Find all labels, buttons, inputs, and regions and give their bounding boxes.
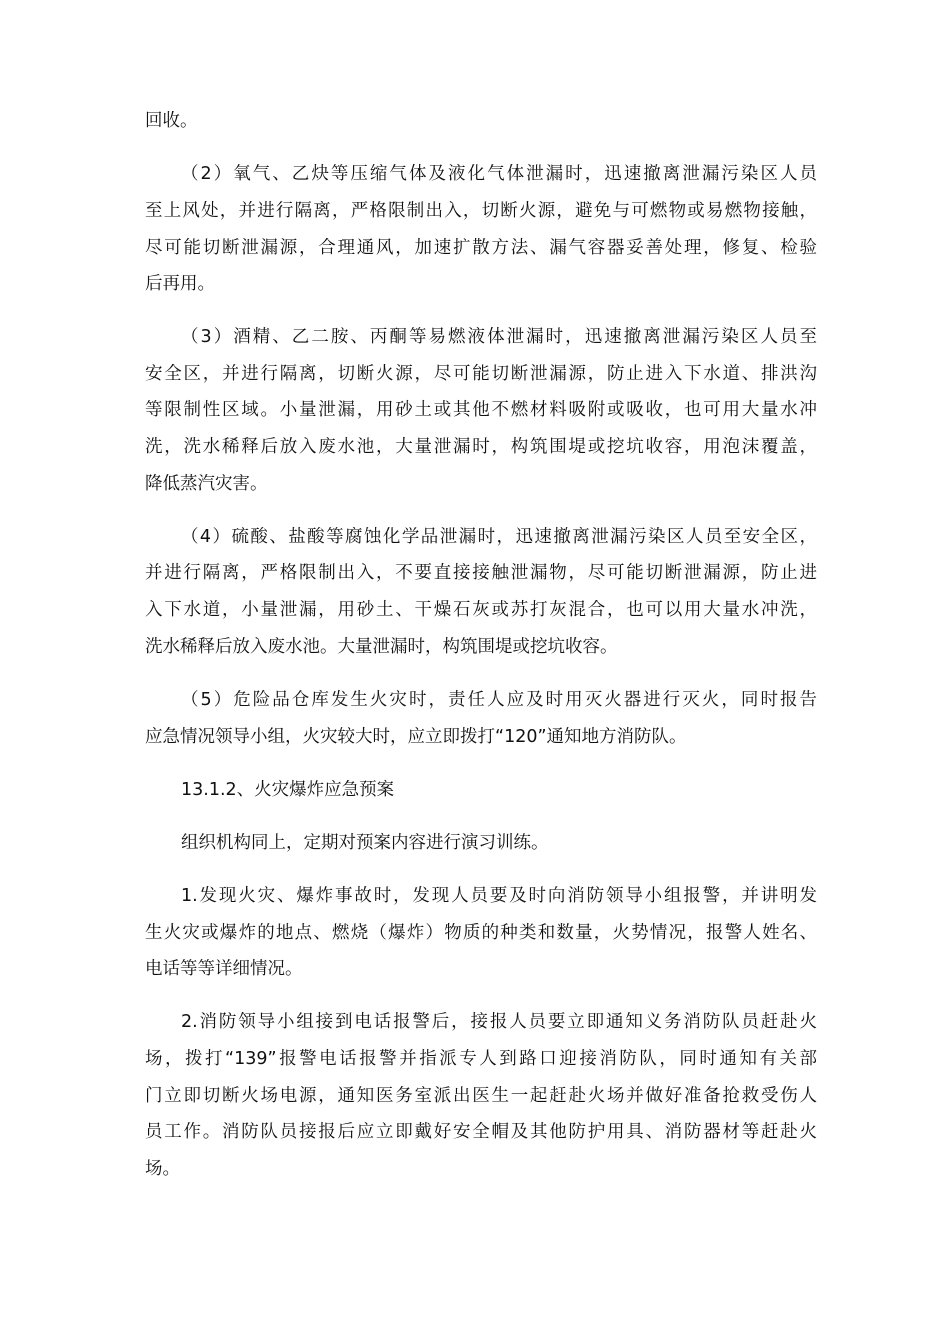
text-line: 应急情况领导小组，火灾较大时，应立即拨打“120”通知地方消防队。 (145, 727, 687, 747)
text-line: 安全区，并进行隔离，切断火源，尽可能切断泄漏源，防止进入下水道、排洪沟 (145, 364, 817, 384)
text-line: 洗，洗水稀释后放入废水池，大量泄漏时，构筑围堤或挖坑收容，用泡沫覆盖， (145, 437, 817, 457)
text-line: 1.发现火灾、爆炸事故时，发现人员要及时向消防领导小组报警，并讲明发 (181, 886, 817, 906)
text-line: 电话等等详细情况。 (145, 959, 303, 979)
text-line: 组织机构同上，定期对预案内容进行演习训练。 (181, 833, 549, 853)
text-line: （3）酒精、乙二胺、丙酮等易燃液体泄漏时，迅速撤离泄漏污染区人员至 (181, 327, 817, 347)
text-line: 并进行隔离，严格限制出入，不要直接接触泄漏物，尽可能切断泄漏源，防止进 (145, 563, 817, 583)
text-line: （5）危险品仓库发生火灾时，责任人应及时用灭火器进行灭火，同时报告 (181, 690, 817, 710)
text-line: 回收。 (145, 111, 198, 131)
text-line: 降低蒸汽灾害。 (145, 474, 268, 494)
text-line: 尽可能切断泄漏源，合理通风，加速扩散方法、漏气容器妥善处理，修复、检验 (145, 238, 817, 258)
text-line: 等限制性区域。小量泄漏，用砂土或其他不燃材料吸附或吸收，也可用大量水冲 (145, 400, 817, 420)
text-line: 入下水道，小量泄漏，用砂土、干燥石灰或苏打灰混合，也可以用大量水冲洗， (145, 600, 817, 620)
text-line: 门立即切断火场电源，通知医务室派出医生一起赶赴火场并做好准备抢救受伤人 (145, 1086, 817, 1106)
text-line: 场，拨打“139”报警电话报警并指派专人到路口迎接消防队，同时通知有关部 (145, 1049, 817, 1069)
text-line: （4）硫酸、盐酸等腐蚀化学品泄漏时，迅速撤离泄漏污染区人员至安全区， (181, 527, 817, 547)
text-line: 洗水稀释后放入废水池。大量泄漏时，构筑围堤或挖坑收容。 (145, 637, 618, 657)
section-heading: 13.1.2、火灾爆炸应急预案 (181, 780, 395, 800)
text-line: 至上风处，并进行隔离，严格限制出入，切断火源，避免与可燃物或易燃物接触， (145, 201, 817, 221)
text-line: 后再用。 (145, 274, 215, 294)
text-line: 场。 (145, 1159, 180, 1179)
text-line: （2）氧气、乙炔等压缩气体及液化气体泄漏时，迅速撤离泄漏污染区人员 (181, 164, 817, 184)
text-line: 2.消防领导小组接到电话报警后，接报人员要立即通知义务消防队员赶赴火 (181, 1012, 817, 1032)
text-line: 生火灾或爆炸的地点、燃烧（爆炸）物质的种类和数量，火势情况，报警人姓名、 (145, 923, 817, 943)
text-line: 员工作。消防队员接报后应立即戴好安全帽及其他防护用具、消防器材等赶赴火 (145, 1122, 817, 1142)
